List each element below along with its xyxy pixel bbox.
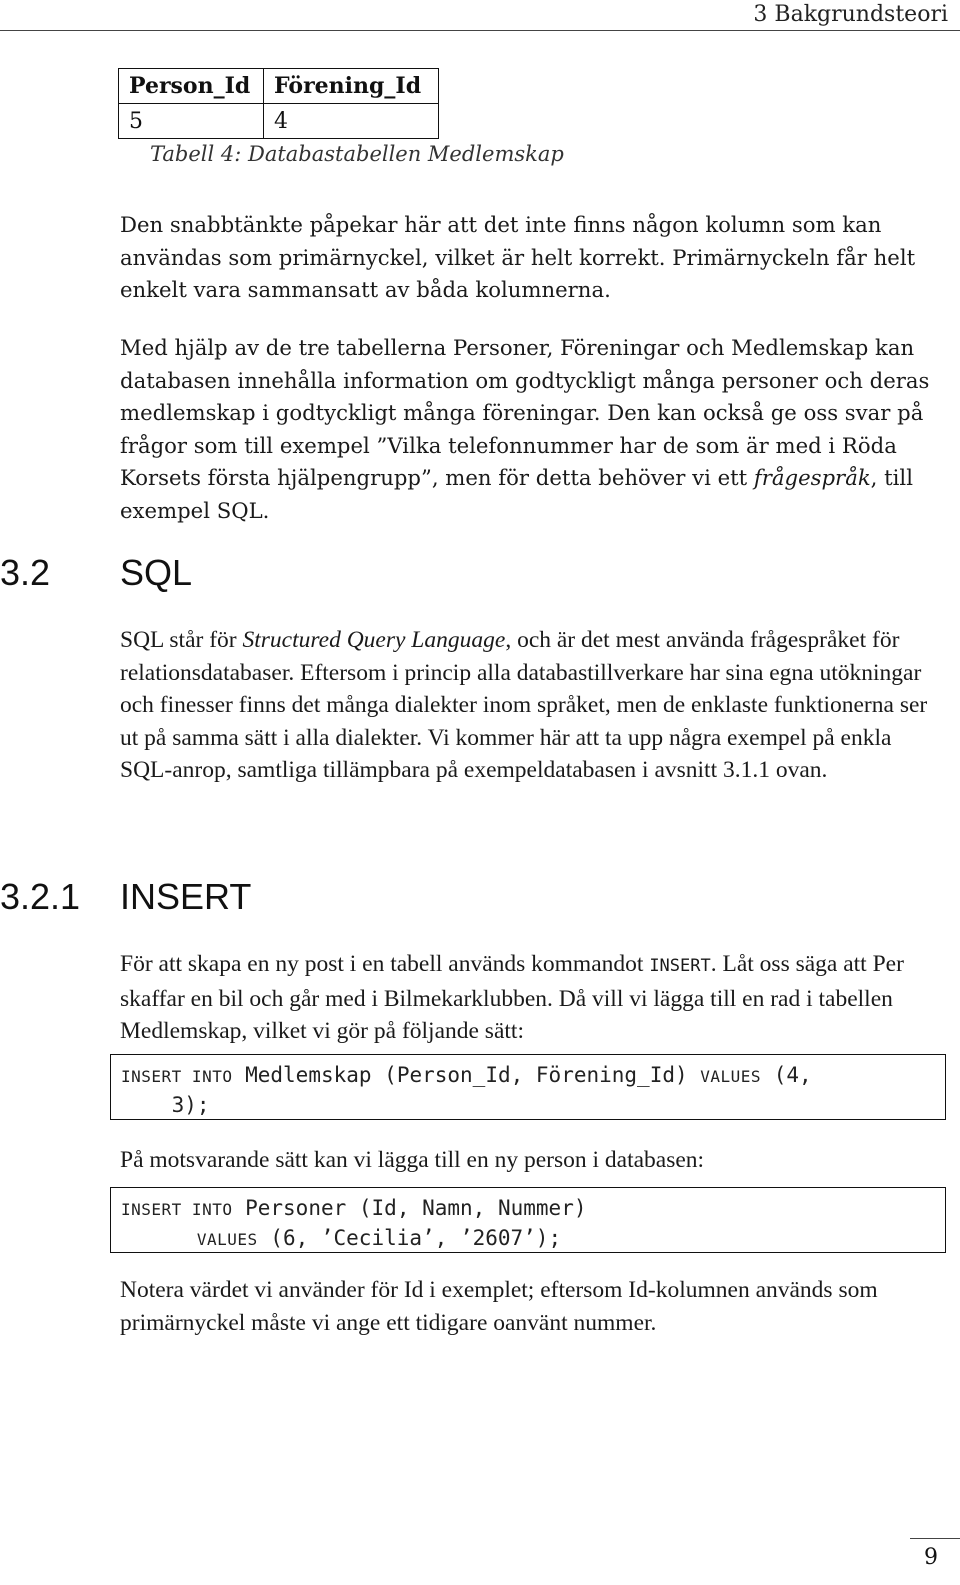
emphasis-text: Structured Query Language [242,627,506,653]
paragraph-add-person: På motsvarande sätt kan vi lägga till en ny person i databasen: [120,1147,705,1173]
code-text: Medlemskap (Person_Id, Förening_Id) [232,1063,701,1087]
code-text: (6, ’Cecilia’, ’2607’); [257,1226,562,1250]
column-header-person-id: Person_Id [119,69,264,104]
code-text: Personer (Id, Namn, Nummer) [232,1196,587,1220]
header-rule [0,30,960,31]
text-span: . Låt oss säga att Per skaffar en bil och går med i Bilmekarklubben. Då vill vi lägga till en rad i tabellen Medlemskap, vilket vi gör på följande sätt: [120,951,904,1044]
running-header: 3 Bakgrundsteori [753,2,948,27]
section-number: 3.2 [0,552,51,593]
column-header-forening-id: Förening_Id [264,69,439,104]
section-number: 3.2.1 [0,876,81,917]
text-span: För att skapa en ny post i en tabell används kommandot [120,951,650,977]
table-cell: 4 [264,104,439,139]
code-block-insert-medlemskap [110,1054,946,1120]
text-span: SQL står för [120,627,243,653]
code-keyword: VALUES [700,1067,762,1086]
footer-rule [910,1538,960,1539]
table-cell: 5 [119,104,264,139]
code-keyword: INSERT INTO [121,1067,233,1086]
table-row [119,104,439,139]
paragraph-note-id: Notera värdet vi använder för Id i exemplet; eftersom Id-kolumnen används som primärnyckel måste vi ange ett tidigare oanvänt nummer. [120,1277,878,1336]
page-number: 9 [924,1545,938,1570]
code-keyword: INSERT INTO [121,1200,233,1219]
text-span: , till exempel SQL. [120,465,913,523]
paragraph-primary-key: Den snabbtänkte påpekar här att det inte finns någon kolumn som kan användas som primärnyckel, vilket är helt korrekt. Primärnyckeln får helt enkelt vara sammansatt av båda kolumnerna. [120,212,916,302]
section-title: INSERT [120,876,252,917]
paragraph-query-language [120,332,940,527]
code-text: 3); [121,1093,210,1117]
section-heading-insert [0,876,251,918]
code-keyword: VALUES [196,1230,258,1249]
code-block-insert-personer [110,1187,946,1253]
text-span: Med hjälp av de tre tabellerna Personer, Föreningar och Medlemskap kan databasen innehålla information om godtyckligt många personer och deras medlemskap i godtyckligt många föreningar. Den kan också ge oss svar på frågor som till exempel ”Vilka telefonnummer har de som är med i Röda Korsets första hjälpengrupp”, men för detta behöver vi ett [120,335,930,490]
section-heading-sql [0,552,192,594]
paragraph-insert-intro [120,948,940,1048]
table-header-row [119,69,439,104]
table-caption: Tabell 4: Databastabellen Medlemskap [150,142,564,166]
code-text: (4, [761,1063,812,1087]
section-title: SQL [120,552,193,593]
code-indent [121,1226,197,1250]
membership-table [118,68,439,139]
text-span: , och är det mest använda frågespråket för relationsdatabaser. Eftersom i princip alla databastillverkare har sina egna utökningar och finesser finns det många dialekter inom språket, men de enklaste funktionerna ser ut på samma sätt i alla dialekter. Vi kommer här att ta upp några exempel på enkla SQL-anrop, samtliga tillämpbara på exempeldatabasen i avsnitt 3.1.1 ovan. [120,627,928,783]
emphasis-text: frågespråk [753,465,871,490]
inline-code: INSERT [649,956,711,976]
paragraph-sql-intro [120,624,940,787]
